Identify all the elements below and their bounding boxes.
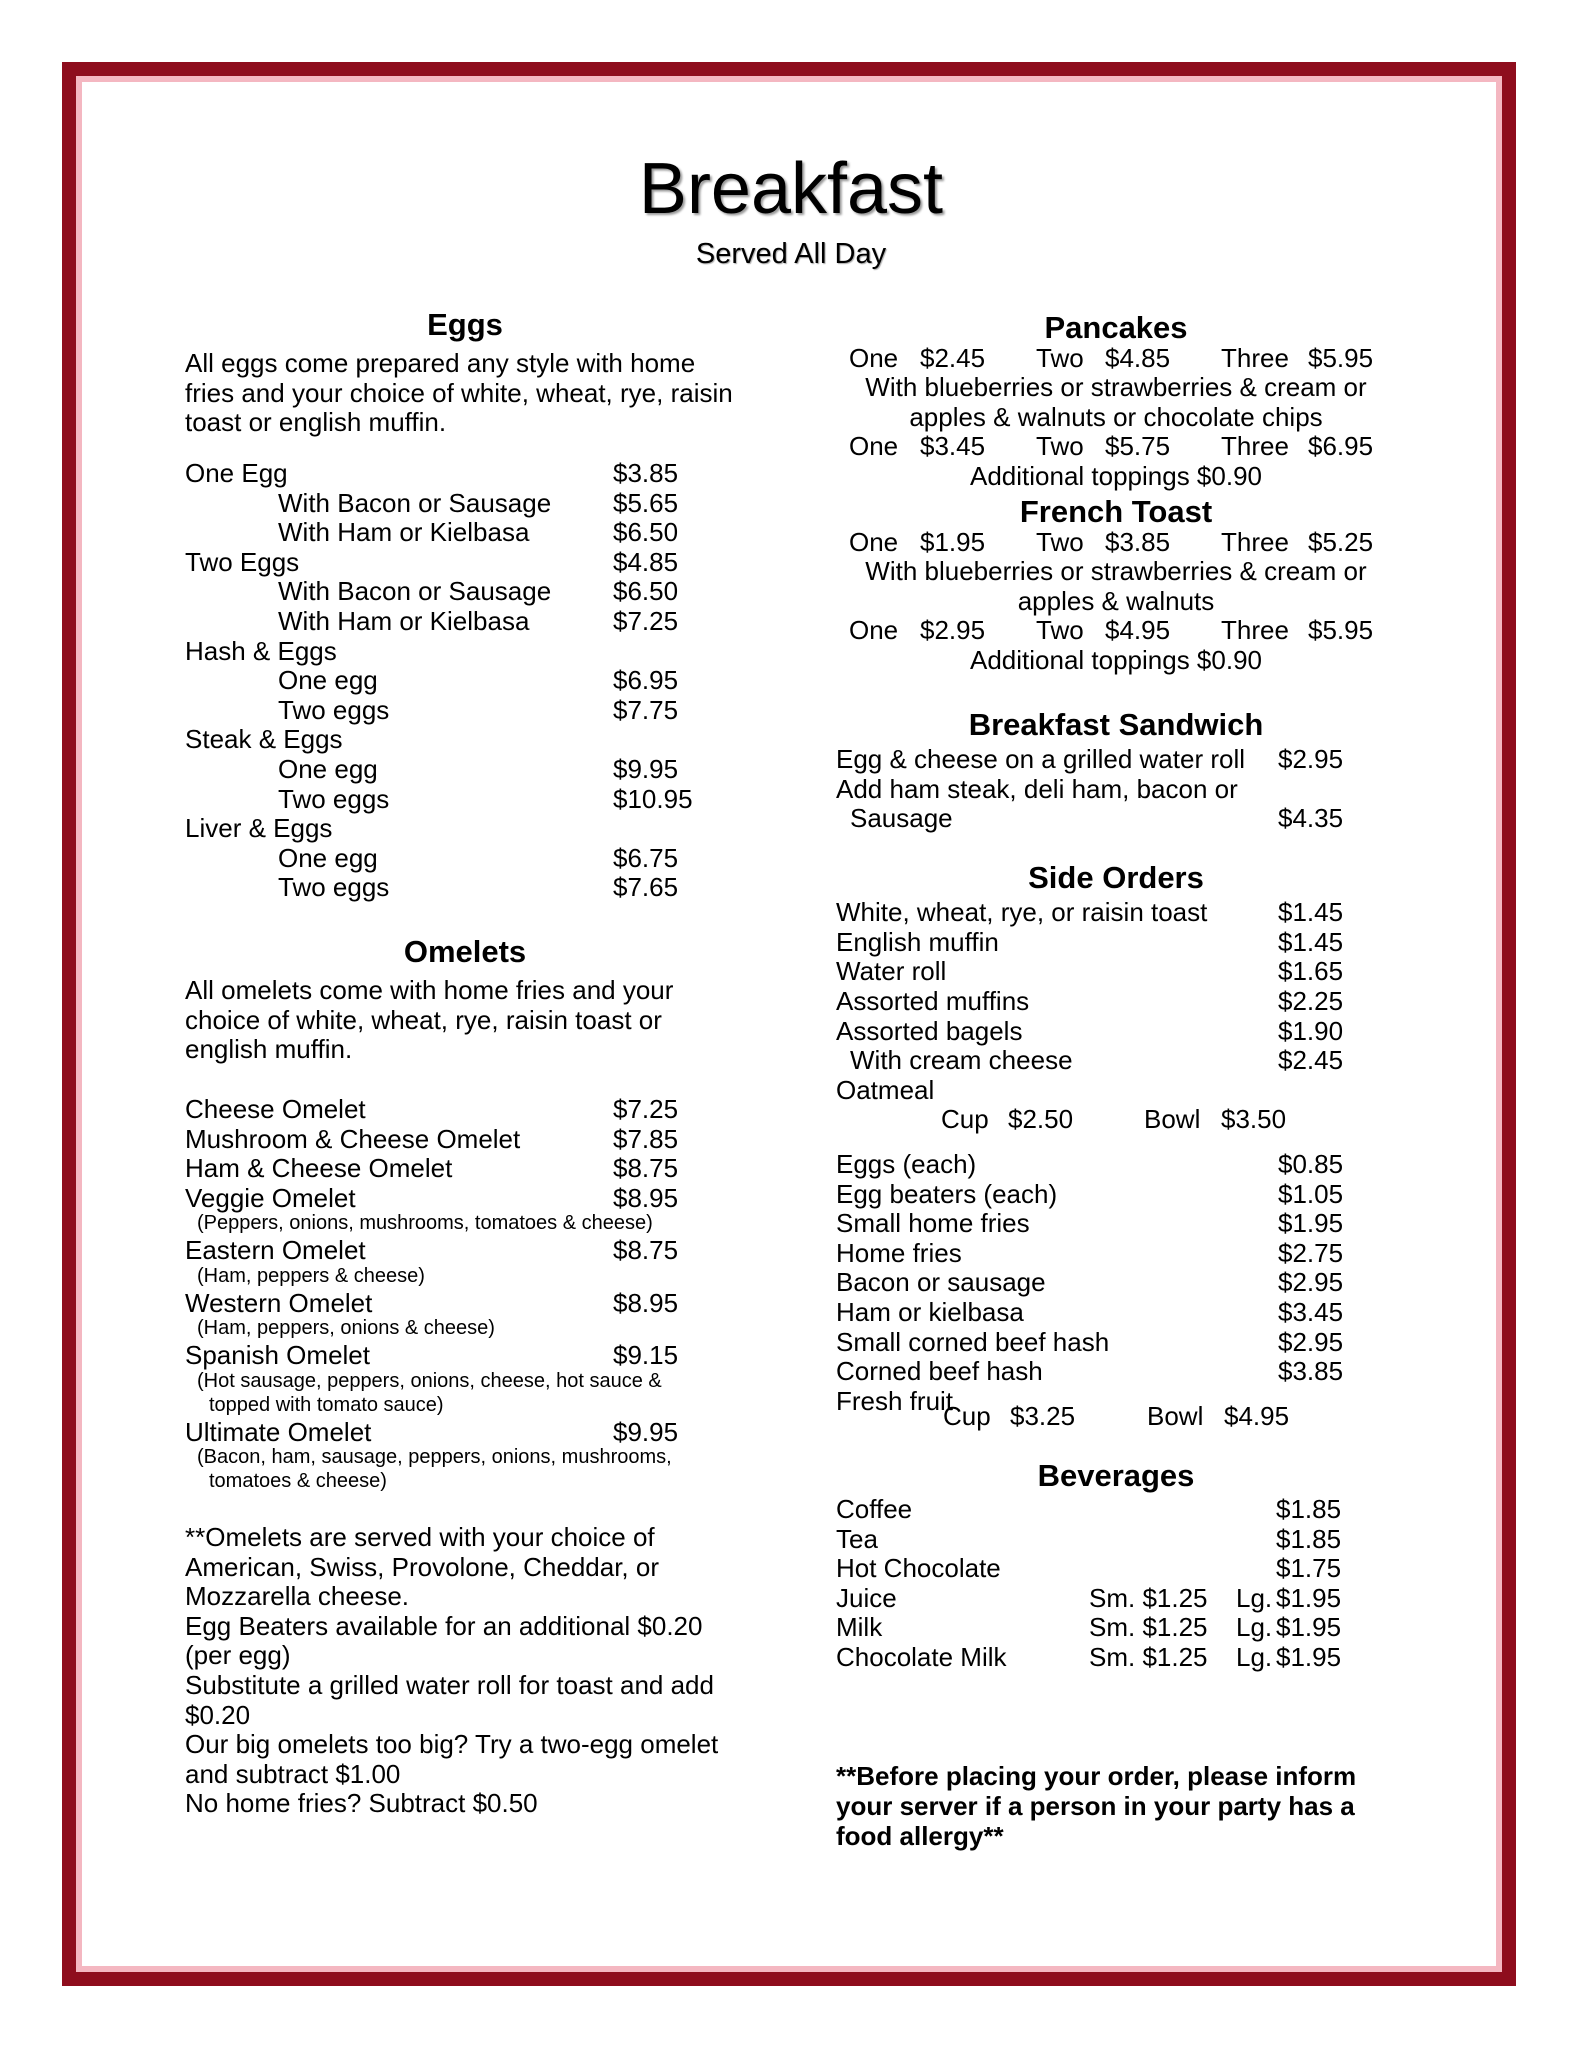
omelet-item-description: (Ham, peppers & cheese) — [197, 1264, 425, 1287]
pancake-qty: Three — [1221, 431, 1289, 461]
omelet-item-description: topped with tomato sauce) — [209, 1393, 444, 1416]
french-toast-qty: Two — [1036, 527, 1084, 557]
side-item-price: $2.95 — [1278, 1327, 1344, 1357]
side-orders-heading: Side Orders — [1028, 860, 1204, 895]
french-toast-qty: One — [849, 615, 899, 645]
omelet-item-label: Cheese Omelet — [185, 1094, 366, 1124]
side-item-label: Home fries — [836, 1238, 962, 1268]
pancake-options-line: With blueberries or strawberries & cream or — [865, 372, 1367, 402]
french-toast-price: $5.25 — [1308, 527, 1374, 557]
beverage-price: $1.95 — [1276, 1642, 1342, 1672]
side-item-price: $1.05 — [1278, 1179, 1344, 1209]
egg-item-price: $7.25 — [613, 606, 679, 636]
omelet-note-line: American, Swiss, Provolone, Cheddar, or — [185, 1551, 659, 1582]
omelet-notes — [185, 1523, 718, 1819]
french-toast-price: $1.95 — [920, 527, 986, 557]
egg-item-label: Two eggs — [278, 872, 390, 903]
omelet-item-price: $8.75 — [613, 1235, 679, 1265]
side-item-price: $2.95 — [1278, 1267, 1344, 1297]
beverage-price: $1.85 — [1276, 1523, 1342, 1554]
french-toast-qty: One — [849, 527, 899, 557]
omelet-note-line: Mozzarella cheese. — [185, 1581, 409, 1612]
egg-item-price: $4.85 — [613, 546, 679, 577]
beverage-label: Milk — [836, 1612, 883, 1643]
egg-item-label: One egg — [278, 665, 378, 696]
egg-item-price: $6.50 — [613, 517, 679, 548]
beverages-heading: Beverages — [1037, 1458, 1195, 1493]
side-item-label: English muffin — [836, 927, 999, 957]
eggs-intro-line: toast or english muffin. — [185, 407, 447, 438]
pancake-price: $6.95 — [1308, 431, 1374, 461]
pancake-price: $5.95 — [1308, 343, 1374, 373]
omelets-heading: Omelets — [403, 934, 527, 969]
egg-item-price: $6.75 — [613, 842, 679, 873]
french-toast-options-line: With blueberries or strawberries & cream or — [865, 556, 1367, 586]
egg-item-label: With Bacon or Sausage — [278, 487, 552, 518]
sandwich-item-label: Egg & cheese on a grilled water roll — [836, 744, 1246, 774]
omelet-item-label: Spanish Omelet — [185, 1340, 370, 1370]
pancake-qty: Two — [1036, 343, 1084, 373]
omelet-note-line: $0.20 — [185, 1699, 251, 1730]
side-item-price: $1.65 — [1278, 956, 1344, 986]
egg-item-price: $7.65 — [613, 872, 679, 903]
pancake-qty: Three — [1221, 343, 1289, 373]
sandwich-addon-price: $4.35 — [1278, 803, 1344, 833]
egg-item-label: Liver & Eggs — [185, 813, 333, 844]
beverage-price: $1.75 — [1276, 1553, 1342, 1584]
beverage-small-price: Sm. $1.25 — [1089, 1582, 1208, 1613]
omelet-item-price: $7.85 — [613, 1123, 679, 1154]
french-toast-price: $3.85 — [1105, 527, 1171, 557]
omelet-item-price: $8.75 — [613, 1153, 679, 1183]
side-item-label: White, wheat, rye, or raisin toast — [836, 897, 1208, 927]
eggs-intro-line: fries and your choice of white, wheat, rye, raisin — [185, 377, 733, 408]
omelets-intro-line: All omelets come with home fries and your — [185, 975, 674, 1005]
omelet-item-description: (Bacon, ham, sausage, peppers, onions, mushrooms, — [197, 1446, 672, 1468]
omelet-item-label: Mushroom & Cheese Omelet — [185, 1123, 521, 1154]
allergy-notice-line: **Before placing your order, please inform — [836, 1761, 1357, 1791]
oatmeal-bowl-label: Bowl — [1144, 1104, 1201, 1134]
omelet-item-price: $9.95 — [613, 1416, 679, 1447]
side-item-label: Eggs (each) — [836, 1149, 977, 1179]
pancake-qty: One — [849, 431, 899, 461]
beverage-price: $1.85 — [1276, 1494, 1342, 1524]
egg-item-price: $9.95 — [613, 754, 679, 784]
beverage-large-label: Lg. — [1236, 1642, 1273, 1672]
omelet-note-line: No home fries? Subtract $0.50 — [185, 1788, 538, 1819]
side-item-price: $1.45 — [1278, 927, 1344, 957]
omelets-intro-line: english muffin. — [185, 1034, 353, 1065]
breakfast-sandwich-heading: Breakfast Sandwich — [968, 707, 1264, 742]
omelet-item-description: tomatoes & cheese) — [209, 1470, 387, 1492]
side-item-label: Ham or kielbasa — [836, 1297, 1024, 1327]
oatmeal-bowl-price: $3.50 — [1221, 1104, 1287, 1134]
beverage-label: Hot Chocolate — [836, 1553, 1001, 1584]
french-toast-qty: Three — [1221, 527, 1289, 557]
omelets-intro — [185, 976, 673, 1065]
omelet-item-label: Eastern Omelet — [185, 1235, 366, 1265]
egg-item-price: $3.85 — [613, 458, 679, 488]
eggs-heading: Eggs — [427, 307, 503, 342]
french-toast-qty: Three — [1221, 615, 1289, 645]
omelet-item-label: Ham & Cheese Omelet — [185, 1153, 453, 1183]
page-subtitle: Served All Day — [695, 238, 887, 270]
pancake-price: $2.45 — [920, 343, 986, 373]
side-item-label: Oatmeal — [836, 1075, 935, 1105]
omelet-item-price: $8.95 — [613, 1287, 679, 1318]
side-item-label: Corned beef hash — [836, 1356, 1043, 1386]
egg-item-label: One egg — [278, 754, 378, 784]
french-toast-qty: Two — [1036, 615, 1084, 645]
french-toast-price: $5.95 — [1308, 615, 1374, 645]
omelet-note-line: (per egg) — [185, 1640, 291, 1671]
side-item-label: Bacon or sausage — [836, 1267, 1046, 1297]
omelets-intro-line: choice of white, wheat, rye, raisin toast or — [185, 1004, 662, 1035]
side-item-price: $1.95 — [1278, 1208, 1344, 1238]
sandwich-addon-label: Sausage — [850, 803, 953, 833]
fruit-cup-price: $3.25 — [1010, 1401, 1076, 1431]
omelet-item-price: $9.15 — [613, 1340, 679, 1370]
french-toast-heading: French Toast — [1019, 494, 1213, 529]
pancake-qty: Two — [1036, 431, 1084, 461]
eggs-intro-line: All eggs come prepared any style with home — [185, 348, 696, 378]
egg-item-label: With Ham or Kielbasa — [278, 606, 530, 636]
side-item-price: $1.90 — [1278, 1016, 1344, 1046]
omelet-item-label: Ultimate Omelet — [185, 1416, 372, 1447]
sandwich-addon-text: Add ham steak, deli ham, bacon or — [836, 774, 1238, 804]
side-item-label: Fresh fruit — [836, 1386, 954, 1416]
omelet-note-line: Substitute a grilled water roll for toast and add — [185, 1669, 714, 1700]
egg-item-label: One Egg — [185, 458, 288, 488]
fruit-bowl-price: $4.95 — [1224, 1401, 1290, 1431]
side-item-label: Small corned beef hash — [836, 1327, 1110, 1357]
beverage-label: Tea — [836, 1523, 878, 1554]
french-toast-options-line: apples & walnuts — [1017, 586, 1215, 616]
fruit-cup-label: Cup — [943, 1401, 991, 1431]
beverage-large-label: Lg. — [1236, 1582, 1273, 1613]
allergy-notice — [836, 1761, 1356, 1851]
side-item-label: Assorted bagels — [836, 1016, 1023, 1046]
omelet-item-description: (Ham, peppers, onions & cheese) — [197, 1317, 495, 1339]
pancake-options-line: apples & walnuts or chocolate chips — [909, 402, 1323, 432]
french-toast-additional-toppings: Additional toppings $0.90 — [969, 645, 1262, 675]
egg-item-label: One egg — [278, 842, 378, 873]
oatmeal-cup-price: $2.50 — [1008, 1104, 1074, 1134]
omelet-item-price: $7.25 — [613, 1094, 679, 1124]
beverage-price: $1.95 — [1276, 1582, 1342, 1613]
oatmeal-cup-label: Cup — [941, 1104, 989, 1134]
omelet-item-label: Veggie Omelet — [185, 1182, 356, 1213]
eggs-intro — [185, 349, 733, 438]
side-item-price: $2.45 — [1278, 1045, 1344, 1075]
beverage-price: $1.95 — [1276, 1612, 1342, 1643]
pancake-price: $4.85 — [1105, 343, 1171, 373]
side-item-label: Assorted muffins — [836, 986, 1030, 1016]
fruit-bowl-label: Bowl — [1147, 1401, 1204, 1431]
egg-item-price: $5.65 — [613, 487, 679, 518]
side-item-label: With cream cheese — [850, 1045, 1073, 1075]
side-item-price: $0.85 — [1278, 1149, 1344, 1179]
egg-item-price: $6.95 — [613, 665, 679, 696]
omelet-item-description: (Peppers, onions, mushrooms, tomatoes & cheese) — [197, 1212, 653, 1234]
french-toast-price: $2.95 — [920, 615, 986, 645]
egg-item-label: Hash & Eggs — [185, 635, 337, 666]
egg-item-price: $6.50 — [613, 576, 679, 607]
egg-item-price: $7.75 — [613, 694, 679, 725]
omelet-note-line: Our big omelets too big? Try a two-egg omelet — [185, 1729, 719, 1760]
side-item-price: $2.25 — [1278, 986, 1344, 1016]
allergy-notice-line: your server if a person in your party has a — [836, 1791, 1355, 1821]
side-item-label: Water roll — [836, 956, 947, 986]
omelet-item-label: Western Omelet — [185, 1287, 373, 1318]
french-toast-price: $4.95 — [1105, 615, 1171, 645]
allergy-notice-line: food allergy** — [836, 1821, 1004, 1851]
page-title: Breakfast — [638, 149, 944, 229]
egg-item-label: Two Eggs — [185, 546, 300, 577]
beverage-small-price: Sm. $1.25 — [1089, 1612, 1208, 1643]
side-item-price: $1.45 — [1278, 897, 1344, 927]
omelet-item-description: (Hot sausage, peppers, onions, cheese, hot sauce & — [197, 1369, 662, 1392]
egg-item-price: $10.95 — [613, 783, 693, 814]
egg-item-label: With Bacon or Sausage — [278, 576, 552, 607]
omelet-note-line: **Omelets are served with your choice of — [185, 1522, 655, 1552]
pancake-additional-toppings: Additional toppings $0.90 — [969, 461, 1262, 491]
egg-item-label: Two eggs — [278, 783, 390, 814]
side-item-label: Small home fries — [836, 1208, 1030, 1238]
omelet-item-price: $8.95 — [613, 1182, 679, 1213]
side-item-price: $2.75 — [1278, 1238, 1344, 1268]
sandwich-item-price: $2.95 — [1278, 744, 1344, 774]
pancake-price: $3.45 — [920, 431, 986, 461]
beverage-label: Chocolate Milk — [836, 1642, 1007, 1672]
egg-item-label: Steak & Eggs — [185, 724, 343, 755]
pancake-price: $5.75 — [1105, 431, 1171, 461]
pancakes-heading: Pancakes — [1044, 310, 1188, 345]
omelet-note-line: Egg Beaters available for an additional $0.20 — [185, 1610, 703, 1641]
omelet-note-line: and subtract $1.00 — [185, 1758, 401, 1789]
beverage-small-price: Sm. $1.25 — [1089, 1642, 1208, 1672]
egg-item-label: Two eggs — [278, 694, 390, 725]
side-item-label: Egg beaters (each) — [836, 1179, 1058, 1209]
beverage-large-label: Lg. — [1236, 1612, 1273, 1643]
side-item-price: $3.85 — [1278, 1356, 1344, 1386]
beverage-label: Juice — [836, 1582, 897, 1613]
pancake-qty: One — [849, 343, 899, 373]
side-item-price: $3.45 — [1278, 1297, 1344, 1327]
beverage-label: Coffee — [836, 1494, 913, 1524]
egg-item-label: With Ham or Kielbasa — [278, 517, 530, 548]
